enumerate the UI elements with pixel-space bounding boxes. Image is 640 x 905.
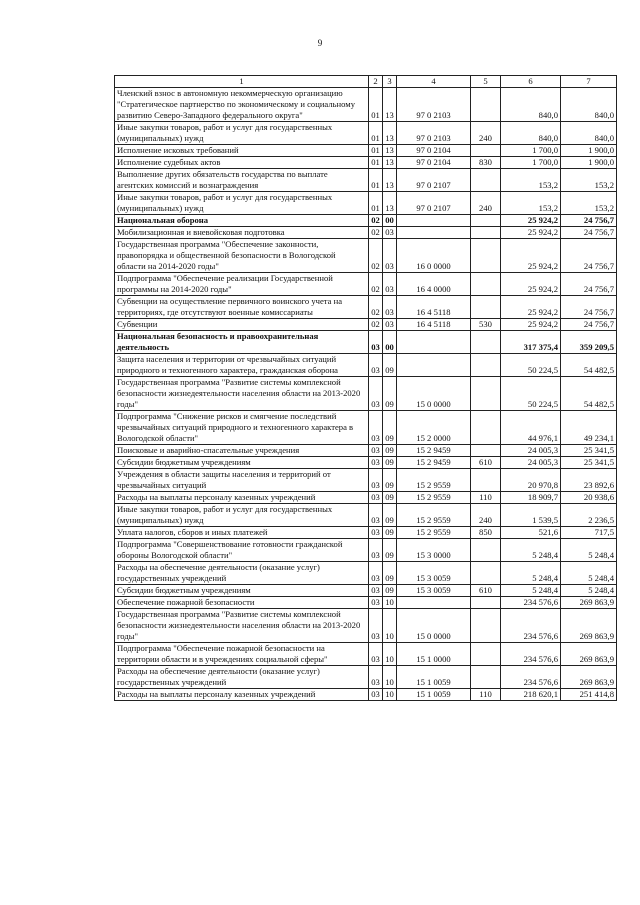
row-subsection: 00: [383, 331, 397, 354]
row-expense-type: 530: [471, 319, 501, 331]
row-name: Подпрограмма "Снижение рисков и смягчение последствий чрезвычайных ситуаций природного и техногенного характера в Вологодской области": [115, 411, 369, 445]
table-row: [115, 597, 617, 609]
table-row: [115, 504, 617, 527]
row-section: 03: [369, 411, 383, 445]
row-amount-year1: 234 576,6: [501, 643, 561, 666]
row-target-article: 15 2 9459: [397, 457, 471, 469]
row-target-article: 97 0 2104: [397, 157, 471, 169]
row-expense-type: [471, 539, 501, 562]
row-amount-year2: 23 892,6: [561, 469, 617, 492]
row-name: Субсидии бюджетным учреждениям: [115, 457, 369, 469]
row-amount-year2: 24 756,7: [561, 319, 617, 331]
row-target-article: 15 3 0059: [397, 562, 471, 585]
row-expense-type: [471, 469, 501, 492]
row-section: 02: [369, 215, 383, 227]
row-expense-type: [471, 227, 501, 239]
row-subsection: 03: [383, 227, 397, 239]
row-name: Поисковые и аварийно-спасательные учреждения: [115, 445, 369, 457]
table-row: [115, 273, 617, 296]
table-row: [115, 539, 617, 562]
row-section: 03: [369, 492, 383, 504]
row-name: Расходы на обеспечение деятельности (оказание услуг) государственных учреждений: [115, 666, 369, 689]
row-section: 03: [369, 562, 383, 585]
row-expense-type: [471, 169, 501, 192]
row-target-article: 97 0 2107: [397, 192, 471, 215]
row-name: Государственная программа "Развитие системы комплексной безопасности жизнедеятельности населения области на 2013-2020 годы": [115, 609, 369, 643]
row-target-article: 15 1 0000: [397, 643, 471, 666]
row-expense-type: 850: [471, 527, 501, 539]
row-amount-year2: 153,2: [561, 192, 617, 215]
row-expense-type: 110: [471, 689, 501, 701]
row-section: 03: [369, 504, 383, 527]
header-cell-amount-year2: 7: [561, 76, 617, 88]
row-amount-year2: 269 863,9: [561, 643, 617, 666]
row-amount-year2: 717,5: [561, 527, 617, 539]
header-cell-target-article: 4: [397, 76, 471, 88]
row-target-article: 15 1 0059: [397, 666, 471, 689]
table-row: [115, 643, 617, 666]
row-expense-type: 610: [471, 585, 501, 597]
table-row: [115, 492, 617, 504]
row-target-article: [397, 597, 471, 609]
table-row: [115, 169, 617, 192]
budget-table: [114, 75, 617, 701]
row-name: Подпрограмма "Обеспечение реализации Государственной программы на 2014-2020 годы": [115, 273, 369, 296]
row-expense-type: 110: [471, 492, 501, 504]
row-expense-type: [471, 411, 501, 445]
row-name: Иные закупки товаров, работ и услуг для государственных (муниципальных) нужд: [115, 504, 369, 527]
table-row: [115, 354, 617, 377]
row-section: 02: [369, 273, 383, 296]
row-name: Национальная оборона: [115, 215, 369, 227]
row-amount-year1: 18 909,7: [501, 492, 561, 504]
row-amount-year2: 840,0: [561, 122, 617, 145]
row-name: Расходы на выплаты персоналу казенных учреждений: [115, 492, 369, 504]
table-row: [115, 585, 617, 597]
row-section: 03: [369, 354, 383, 377]
row-name: Расходы на выплаты персоналу казенных учреждений: [115, 689, 369, 701]
row-amount-year1: 1 700,0: [501, 157, 561, 169]
table-row: [115, 445, 617, 457]
row-subsection: 10: [383, 666, 397, 689]
row-target-article: [397, 354, 471, 377]
row-amount-year2: 1 900,0: [561, 157, 617, 169]
row-target-article: 16 4 5118: [397, 296, 471, 319]
row-name: Мобилизационная и вневойсковая подготовка: [115, 227, 369, 239]
row-amount-year1: 50 224,5: [501, 354, 561, 377]
header-cell-amount-year1: 6: [501, 76, 561, 88]
row-amount-year1: 20 970,8: [501, 469, 561, 492]
row-amount-year1: 234 576,6: [501, 609, 561, 643]
row-amount-year1: 5 248,4: [501, 562, 561, 585]
row-name: Субвенции: [115, 319, 369, 331]
row-target-article: 15 0 0000: [397, 609, 471, 643]
row-name: Учреждения в области защиты населения и территорий от чрезвычайных ситуаций: [115, 469, 369, 492]
row-expense-type: 240: [471, 504, 501, 527]
table-row: [115, 666, 617, 689]
row-amount-year2: 153,2: [561, 169, 617, 192]
row-expense-type: [471, 643, 501, 666]
row-subsection: 09: [383, 539, 397, 562]
row-expense-type: [471, 445, 501, 457]
row-target-article: 15 2 0000: [397, 411, 471, 445]
row-section: 03: [369, 585, 383, 597]
row-amount-year2: 251 414,8: [561, 689, 617, 701]
row-expense-type: 610: [471, 457, 501, 469]
row-target-article: 15 2 9459: [397, 445, 471, 457]
row-section: 02: [369, 227, 383, 239]
row-expense-type: [471, 145, 501, 157]
row-amount-year1: 24 005,3: [501, 445, 561, 457]
row-amount-year1: 153,2: [501, 192, 561, 215]
row-subsection: 09: [383, 377, 397, 411]
row-expense-type: [471, 562, 501, 585]
row-expense-type: [471, 296, 501, 319]
row-expense-type: [471, 239, 501, 273]
row-expense-type: [471, 377, 501, 411]
row-section: 01: [369, 192, 383, 215]
table-row: [115, 457, 617, 469]
row-amount-year2: 25 341,5: [561, 445, 617, 457]
row-section: 03: [369, 377, 383, 411]
row-target-article: 15 3 0059: [397, 585, 471, 597]
row-amount-year1: 840,0: [501, 122, 561, 145]
row-amount-year1: 5 248,4: [501, 585, 561, 597]
row-target-article: 15 2 9559: [397, 492, 471, 504]
row-expense-type: [471, 273, 501, 296]
row-target-article: 15 2 9559: [397, 527, 471, 539]
row-expense-type: 240: [471, 122, 501, 145]
row-section: 02: [369, 296, 383, 319]
row-name: Национальная безопасность и правоохранительная деятельность: [115, 331, 369, 354]
row-name: Обеспечение пожарной безопасности: [115, 597, 369, 609]
row-subsection: 13: [383, 122, 397, 145]
table-row: [115, 157, 617, 169]
row-name: Исполнение судебных актов: [115, 157, 369, 169]
row-name: Государственная программа "Обеспечение законности, правопорядка и общественной безопасности в Вологодской области на 2014-2020 годы": [115, 239, 369, 273]
row-subsection: 10: [383, 643, 397, 666]
row-section: 02: [369, 319, 383, 331]
row-amount-year1: 234 576,6: [501, 597, 561, 609]
row-amount-year2: 24 756,7: [561, 239, 617, 273]
header-row: [115, 76, 617, 88]
row-amount-year1: 25 924,2: [501, 227, 561, 239]
header-cell-section: 2: [369, 76, 383, 88]
row-target-article: 15 3 0000: [397, 539, 471, 562]
header-cell-expense-type: 5: [471, 76, 501, 88]
row-section: 03: [369, 457, 383, 469]
table-row: [115, 215, 617, 227]
row-amount-year2: 5 248,4: [561, 585, 617, 597]
table-row: [115, 122, 617, 145]
row-target-article: 16 4 5118: [397, 319, 471, 331]
row-section: 03: [369, 469, 383, 492]
row-name: Исполнение исковых требований: [115, 145, 369, 157]
table-row: [115, 562, 617, 585]
row-target-article: 97 0 2104: [397, 145, 471, 157]
row-target-article: 16 0 0000: [397, 239, 471, 273]
row-section: 01: [369, 157, 383, 169]
table-row: [115, 331, 617, 354]
row-amount-year1: 44 976,1: [501, 411, 561, 445]
row-amount-year2: 24 756,7: [561, 227, 617, 239]
table-row: [115, 145, 617, 157]
row-subsection: 09: [383, 457, 397, 469]
row-name: Субсидии бюджетным учреждениям: [115, 585, 369, 597]
row-target-article: [397, 227, 471, 239]
table-row: [115, 296, 617, 319]
row-amount-year2: 20 938,6: [561, 492, 617, 504]
row-target-article: 97 0 2103: [397, 122, 471, 145]
row-subsection: 03: [383, 319, 397, 331]
row-subsection: 13: [383, 88, 397, 122]
row-expense-type: [471, 354, 501, 377]
row-amount-year2: 269 863,9: [561, 609, 617, 643]
row-subsection: 09: [383, 585, 397, 597]
table-row: [115, 527, 617, 539]
page-number: 9: [317, 38, 323, 48]
row-subsection: 13: [383, 192, 397, 215]
row-amount-year2: 24 756,7: [561, 215, 617, 227]
row-name: Выполнение других обязательств государства по выплате агентских комиссий и вознаграждения: [115, 169, 369, 192]
row-amount-year1: 317 375,4: [501, 331, 561, 354]
row-amount-year1: 25 924,2: [501, 215, 561, 227]
row-expense-type: [471, 88, 501, 122]
row-subsection: 03: [383, 296, 397, 319]
row-amount-year1: 153,2: [501, 169, 561, 192]
row-name: Подпрограмма "Обеспечение пожарной безопасности на территории области и в учреждениях социальной сферы": [115, 643, 369, 666]
row-name: Подпрограмма "Совершенствование готовности гражданской обороны Вологодской области": [115, 539, 369, 562]
row-target-article: 15 2 9559: [397, 469, 471, 492]
row-amount-year2: 49 234,1: [561, 411, 617, 445]
row-name: Субвенции на осуществление первичного воинского учета на территориях, где отсутствуют военные комиссариаты: [115, 296, 369, 319]
row-amount-year1: 24 005,3: [501, 457, 561, 469]
row-amount-year2: 359 209,5: [561, 331, 617, 354]
row-subsection: 10: [383, 597, 397, 609]
row-section: 01: [369, 169, 383, 192]
row-amount-year1: 25 924,2: [501, 296, 561, 319]
row-amount-year2: 5 248,4: [561, 539, 617, 562]
row-section: 03: [369, 331, 383, 354]
row-target-article: [397, 331, 471, 354]
row-target-article: 15 1 0059: [397, 689, 471, 701]
row-subsection: 00: [383, 215, 397, 227]
row-subsection: 10: [383, 609, 397, 643]
row-amount-year2: 269 863,9: [561, 666, 617, 689]
row-target-article: 97 0 2103: [397, 88, 471, 122]
row-amount-year2: 1 900,0: [561, 145, 617, 157]
row-section: 01: [369, 145, 383, 157]
row-subsection: 09: [383, 527, 397, 539]
row-amount-year1: 1 700,0: [501, 145, 561, 157]
row-section: 03: [369, 597, 383, 609]
row-section: 02: [369, 239, 383, 273]
row-amount-year2: 24 756,7: [561, 296, 617, 319]
table-row: [115, 377, 617, 411]
row-subsection: 03: [383, 239, 397, 273]
row-amount-year2: 54 482,5: [561, 377, 617, 411]
row-subsection: 09: [383, 504, 397, 527]
row-amount-year2: 269 863,9: [561, 597, 617, 609]
row-target-article: 15 0 0000: [397, 377, 471, 411]
table-row: [115, 319, 617, 331]
row-amount-year2: 24 756,7: [561, 273, 617, 296]
row-subsection: 09: [383, 354, 397, 377]
row-expense-type: 240: [471, 192, 501, 215]
row-section: 03: [369, 689, 383, 701]
row-subsection: 03: [383, 273, 397, 296]
row-expense-type: [471, 215, 501, 227]
table-row: [115, 469, 617, 492]
row-expense-type: [471, 331, 501, 354]
table-row: [115, 239, 617, 273]
row-amount-year1: 50 224,5: [501, 377, 561, 411]
row-section: 01: [369, 122, 383, 145]
row-expense-type: 830: [471, 157, 501, 169]
row-amount-year1: 521,6: [501, 527, 561, 539]
row-section: 03: [369, 445, 383, 457]
table-row: [115, 609, 617, 643]
row-section: 03: [369, 609, 383, 643]
row-amount-year2: 840,0: [561, 88, 617, 122]
row-name: Государственная программа "Развитие системы комплексной безопасности жизнедеятельности населения области на 2013-2020 годы": [115, 377, 369, 411]
row-amount-year1: 25 924,2: [501, 273, 561, 296]
row-section: 01: [369, 88, 383, 122]
row-expense-type: [471, 609, 501, 643]
table-row: [115, 689, 617, 701]
row-amount-year1: 1 539,5: [501, 504, 561, 527]
row-name: Членский взнос в автономную некоммерческую организацию "Стратегическое партнерство по экономическому и социальному развитию Северо-Западного федерального округа": [115, 88, 369, 122]
row-amount-year2: 2 236,5: [561, 504, 617, 527]
row-subsection: 09: [383, 469, 397, 492]
row-amount-year2: 5 248,4: [561, 562, 617, 585]
row-target-article: 15 2 9559: [397, 504, 471, 527]
row-section: 03: [369, 643, 383, 666]
row-subsection: 09: [383, 411, 397, 445]
row-expense-type: [471, 666, 501, 689]
table-row: [115, 88, 617, 122]
row-expense-type: [471, 597, 501, 609]
row-amount-year2: 54 482,5: [561, 354, 617, 377]
row-name: Защита населения и территории от чрезвычайных ситуаций природного и техногенного характера, гражданская оборона: [115, 354, 369, 377]
row-subsection: 09: [383, 445, 397, 457]
table-row: [115, 227, 617, 239]
row-subsection: 09: [383, 562, 397, 585]
row-subsection: 13: [383, 145, 397, 157]
row-name: Уплата налогов, сборов и иных платежей: [115, 527, 369, 539]
header-cell-subsection: 3: [383, 76, 397, 88]
row-section: 03: [369, 539, 383, 562]
row-amount-year2: 25 341,5: [561, 457, 617, 469]
row-amount-year1: 25 924,2: [501, 319, 561, 331]
row-section: 03: [369, 527, 383, 539]
row-amount-year1: 5 248,4: [501, 539, 561, 562]
row-target-article: 97 0 2107: [397, 169, 471, 192]
row-section: 03: [369, 666, 383, 689]
row-name: Расходы на обеспечение деятельности (оказание услуг) государственных учреждений: [115, 562, 369, 585]
row-amount-year1: 234 576,6: [501, 666, 561, 689]
row-subsection: 10: [383, 689, 397, 701]
row-amount-year1: 25 924,2: [501, 239, 561, 273]
row-amount-year1: 840,0: [501, 88, 561, 122]
row-amount-year1: 218 620,1: [501, 689, 561, 701]
row-name: Иные закупки товаров, работ и услуг для государственных (муниципальных) нужд: [115, 122, 369, 145]
row-subsection: 13: [383, 169, 397, 192]
header-cell-name: 1: [115, 76, 369, 88]
row-target-article: 16 4 0000: [397, 273, 471, 296]
table-row: [115, 192, 617, 215]
row-subsection: 13: [383, 157, 397, 169]
row-name: Иные закупки товаров, работ и услуг для государственных (муниципальных) нужд: [115, 192, 369, 215]
row-subsection: 09: [383, 492, 397, 504]
table-row: [115, 411, 617, 445]
row-target-article: [397, 215, 471, 227]
